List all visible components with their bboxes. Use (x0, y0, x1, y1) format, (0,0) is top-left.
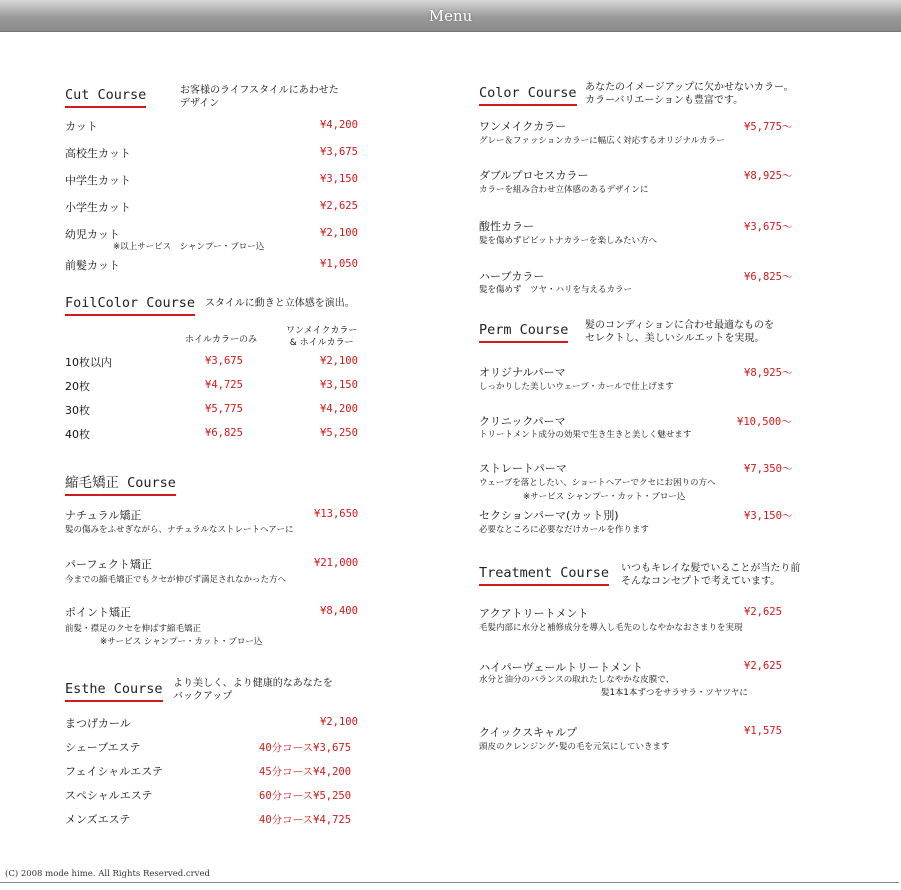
menu-item-price: ¥2,625 (744, 660, 782, 672)
footer-divider (0, 882, 899, 883)
menu-item-name: ナチュラル矯正 (65, 509, 142, 522)
menu-item-price: ¥2,100 (320, 716, 358, 728)
table-cell-price: ¥5,250 (320, 427, 358, 439)
menu-item-note: 前髪・襟足のクセを伸ばす縮毛矯正 (65, 624, 202, 634)
table-cell-price: ¥6,825 (205, 427, 243, 439)
menu-item-price: ¥3,150～ (744, 510, 793, 522)
menu-item-name: セクションパーマ(カット別) (479, 509, 619, 522)
menu-item-name: ポイント矯正 (65, 606, 131, 619)
menu-item-price: ¥6,825～ (744, 271, 793, 283)
menu-item-price: ¥4,200 (320, 119, 358, 131)
menu-item-note: 髪を傷めず ツヤ・ハリを与えるカラー (479, 285, 633, 295)
treatment-course-title: Treatment Course (479, 565, 609, 586)
menu-item-note: 髪を傷めずビビットナカラーを楽しみたい方へ (479, 236, 657, 246)
menu-item-name: 高校生カット (65, 147, 131, 160)
menu-item-note: ウェーブを落としたい、ショートヘアーでクセにお困りの方へ (479, 478, 716, 488)
menu-item-note: 今までの縮毛矯正でもクセが伸びず満足されなかった方へ (65, 575, 287, 585)
menu-item-note: 髪1本1本ずつをサラサラ・ツヤツヤに (601, 688, 748, 698)
menu-item-name: カット (65, 120, 98, 133)
menu-item-name: 前髪カット (65, 259, 120, 272)
menu-item-name: パーフェクト矯正 (65, 558, 152, 571)
menu-item-price: ¥2,625 (320, 200, 358, 212)
menu-item-price: ¥3,150 (320, 173, 358, 185)
column-header-onemake-foil: ワンメイクカラー & ホイルカラー (286, 326, 358, 348)
foilcolor-course-desc: スタイルに動きと立体感を演出。 (205, 298, 355, 309)
treatment-course-desc: いつもキレイな髪でいることが当たり前 そんなコンセプトで考えています。 (621, 563, 801, 587)
table-row-label: 10枚以内 (65, 356, 112, 369)
cut-course-title: Cut Course (65, 87, 146, 108)
menu-header-bar (0, 0, 901, 32)
menu-item-price: ¥10,500～ (737, 416, 792, 428)
menu-item-name: ダブルプロセスカラー (479, 169, 589, 182)
menu-item-name: オリジナルパーマ (479, 366, 566, 379)
table-row-label: 20枚 (65, 380, 90, 393)
menu-item-price: ¥7,350～ (744, 463, 793, 475)
copyright-text: (C) 2008 mode hime. All Rights Reserved.crved (5, 869, 210, 879)
table-row-label: 40枚 (65, 428, 90, 441)
menu-item-name: クイックスキャルプ (479, 726, 578, 739)
menu-item-price: 60分コース¥5,250 (259, 790, 352, 802)
color-course-desc: あなたのイメージアップに欠かせないカラー。 カラーバリエーションも豊富です。 (585, 82, 794, 106)
menu-item-name: ストレートパーマ (479, 462, 567, 475)
menu-item-note: しっかりした美しいウェーブ・カールで仕上げます (479, 382, 674, 392)
menu-item-price: ¥2,100 (320, 227, 358, 239)
esthe-course-desc: より美しく、より健康的なあなたを バックアップ (173, 678, 333, 702)
menu-item-note: カラーを組み合わせ立体感のあるデザインに (479, 185, 649, 195)
table-cell-price: ¥5,775 (205, 403, 243, 415)
menu-item-note: ※以上サービス シャンプー・ブロー込 (113, 242, 265, 252)
menu-item-note: 毛髪内部に水分と補修成分を導入し毛先のしなやかなおさまりを実現 (479, 623, 743, 633)
menu-item-price: 40分コース¥4,725 (259, 814, 352, 826)
menu-item-name: 幼児カット (65, 228, 120, 241)
menu-item-note: トリートメント成分の効果で生き生きと美しく魅せます (479, 430, 692, 440)
esthe-course-title: Esthe Course (65, 681, 163, 702)
menu-item-name: ワンメイクカラー (479, 120, 567, 133)
menu-item-price: ¥3,675 (320, 146, 358, 158)
table-cell-price: ¥4,725 (205, 379, 243, 391)
menu-item-name: ハーブカラー (479, 270, 545, 283)
straight-course-title: 縮毛矯正 Course (65, 471, 176, 496)
menu-item-price: ¥8,400 (320, 605, 358, 617)
menu-item-price: ¥1,050 (320, 258, 358, 270)
menu-item-name: シェーブエステ (65, 741, 141, 754)
menu-item-note: 髪の傷みをふせぎながら、ナチュラルなストレートヘアーに (65, 525, 294, 535)
table-cell-price: ¥3,675 (205, 355, 243, 367)
menu-item-note: 頭皮のクレンジング･髪の毛を元気にしていきます (479, 742, 670, 752)
menu-item-price: ¥8,925～ (744, 367, 793, 379)
menu-item-note: ※サービス シャンプー・カット・ブロー込 (523, 492, 686, 502)
menu-item-name: アクアトリートメント (479, 607, 589, 620)
menu-item-name: クリニックパーマ (479, 415, 566, 428)
cut-course-desc: お客様のライフスタイルにあわせた デザイン (180, 85, 339, 109)
menu-item-note: ※サービス シャンプー・カット・ブロー込 (100, 637, 263, 647)
menu-item-price: ¥8,925～ (744, 170, 793, 182)
menu-item-name: フェイシャルエステ (65, 765, 164, 778)
menu-item-price: 45分コース¥4,200 (259, 766, 352, 778)
menu-item-name: 中学生カット (65, 174, 131, 187)
menu-item-price: ¥1,575 (744, 725, 782, 737)
menu-item-price: ¥3,675～ (744, 221, 793, 233)
menu-item-name: 小学生カット (65, 201, 131, 214)
menu-item-price: ¥5,775～ (744, 121, 793, 133)
column-header-foil-only: ホイルカラーのみ (185, 335, 258, 345)
menu-item-name: 酸性カラー (479, 220, 534, 233)
menu-item-note: グレー＆ファッションカラーに幅広く対応するオリジナルカラー (479, 136, 725, 146)
menu-item-name: スペシャルエステ (65, 789, 153, 802)
color-course-title: Color Course (479, 85, 577, 106)
menu-item-name: まつげカール (65, 717, 131, 730)
menu-item-price: 40分コース¥3,675 (259, 742, 352, 754)
menu-item-note: 必要なところに必要なだけカールを作ります (479, 525, 649, 535)
menu-item-name: メンズエステ (65, 813, 131, 826)
foilcolor-course-title: FoilColor Course (65, 295, 195, 316)
menu-item-note: 水分と油分のバランスの取れたしなやかな皮膜で、 (479, 675, 675, 685)
menu-title: Menu (428, 7, 473, 25)
perm-course-desc: 髪のコンディションに合わせ最適なものを セレクトし、美しいシルエットを実現。 (585, 320, 774, 344)
table-cell-price: ¥4,200 (320, 403, 358, 415)
table-row-label: 30枚 (65, 404, 90, 417)
menu-item-name: ハイパーヴェールトリートメント (479, 661, 644, 674)
menu-item-price: ¥2,625 (744, 606, 782, 618)
menu-item-price: ¥13,650 (314, 508, 359, 520)
menu-item-price: ¥21,000 (314, 557, 359, 569)
table-cell-price: ¥2,100 (320, 355, 358, 367)
table-cell-price: ¥3,150 (320, 379, 358, 391)
perm-course-title: Perm Course (479, 322, 568, 343)
